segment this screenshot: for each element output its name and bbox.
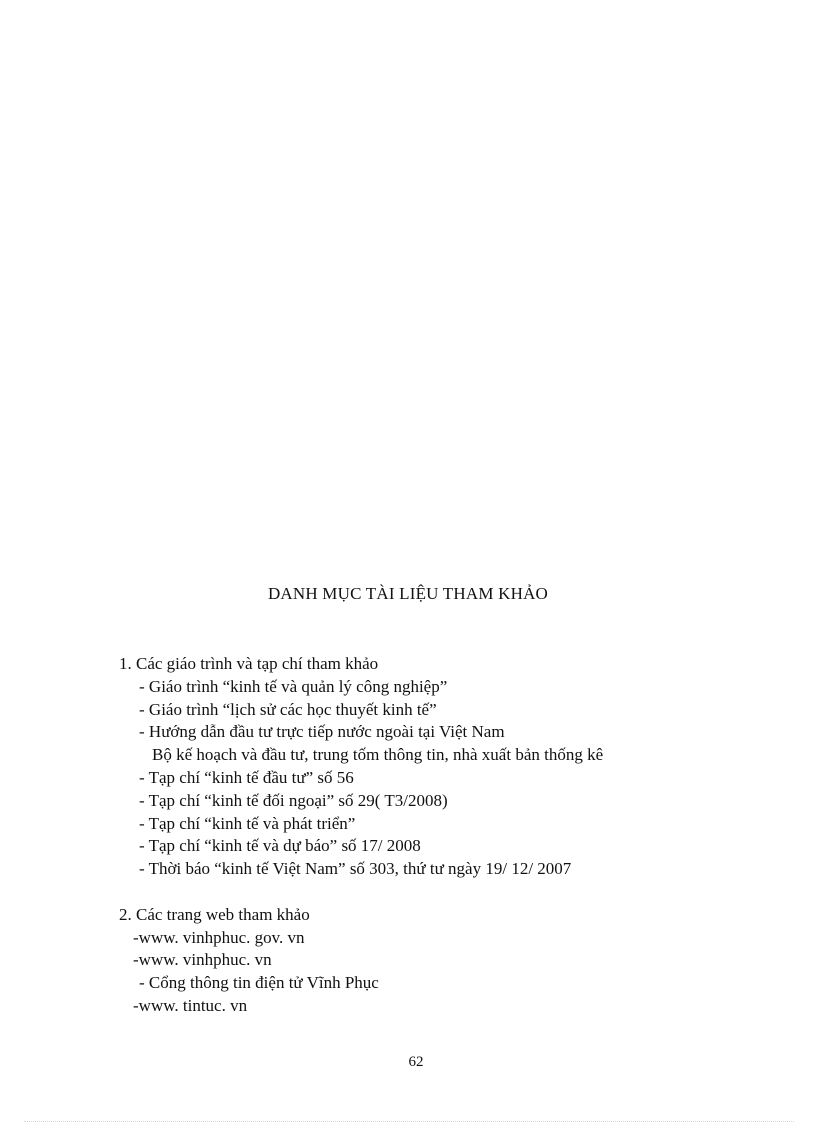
list-item: - Tạp chí “kinh tế đầu tư” số 56 (139, 768, 354, 787)
list-item: -www. vinhphuc. vn (133, 950, 272, 969)
list-item: - Tạp chí “kinh tế đối ngoại” số 29( T3/2008) (139, 791, 448, 810)
list-item: - Tạp chí “kinh tế và phát triển” (139, 814, 356, 833)
section-heading: 1. Các giáo trình và tạp chí tham khảo (119, 654, 379, 673)
list-item: -www. vinhphuc. gov. vn (133, 928, 305, 947)
page-number: 62 (408, 1054, 424, 1070)
list-item: - Thời báo “kinh tế Việt Nam” số 303, thứ tư ngày 19/ 12/ 2007 (139, 859, 572, 878)
list-item: - Tạp chí “kinh tế và dự báo” số 17/ 2008 (139, 836, 421, 855)
list-item: - Giáo trình “kinh tế và quản lý công nghiệp” (139, 677, 448, 696)
list-item: -www. tintuc. vn (133, 996, 248, 1015)
page-title: DANH MỤC TÀI LIỆU THAM KHẢO (267, 584, 549, 603)
list-item: - Cổng thông tin điện tử Vĩnh Phục (139, 973, 379, 992)
list-item: - Giáo trình “lịch sử các học thuyết kinh tế” (139, 700, 437, 719)
page-bottom-divider (24, 1121, 794, 1122)
list-item-continuation: Bộ kế hoạch và đầu tư, trung tốm thông tin, nhà xuất bản thống kê (152, 745, 604, 764)
section-heading: 2. Các trang web tham khảo (119, 905, 310, 924)
list-item: - Hướng dẫn đầu tư trực tiếp nước ngoài tại Việt Nam (139, 722, 505, 741)
